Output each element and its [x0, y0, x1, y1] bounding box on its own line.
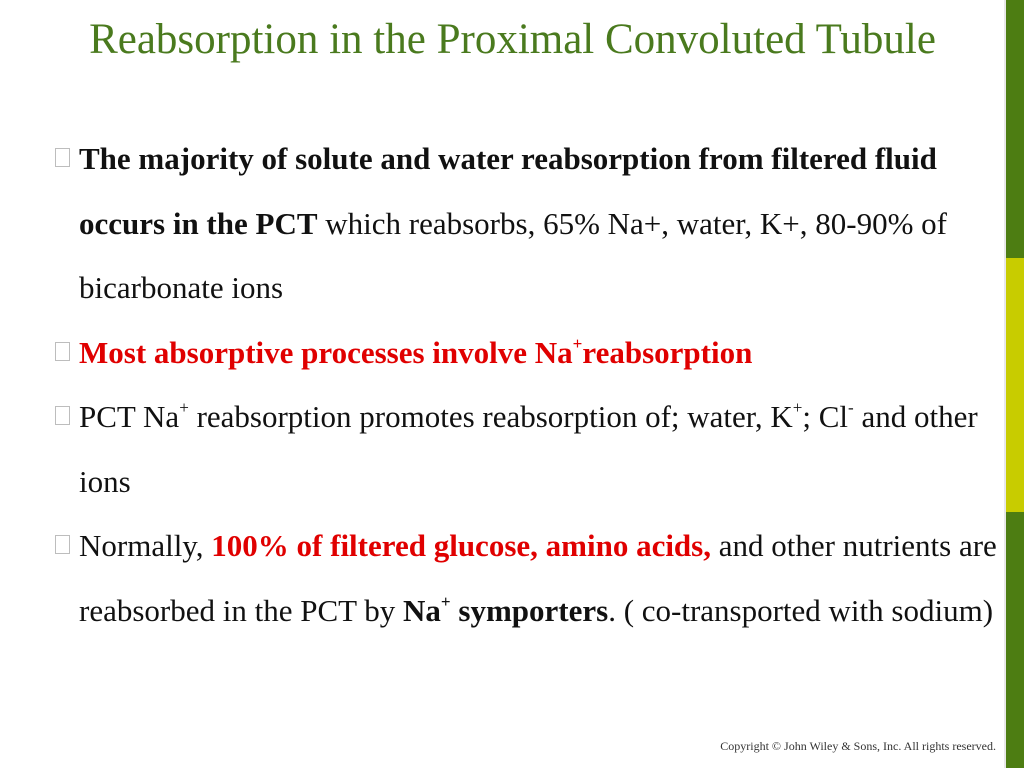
bullet-2-text-a: Most absorptive processes involve Na: [79, 334, 573, 370]
bullet-marker-icon: [55, 535, 70, 554]
sidebar-bar-bottom: [1006, 512, 1024, 768]
bullet-marker-icon: [55, 342, 70, 361]
bullet-3-superscript-a: +: [179, 398, 189, 418]
bullet-4-bold-a: Na: [403, 592, 441, 628]
bullet-3-text-a: PCT Na: [79, 399, 180, 434]
sidebar-bar-top: [1006, 0, 1024, 258]
bullet-4-red-text: 100% of filtered glucose, amino acids,: [211, 528, 711, 563]
bullet-list: [52, 127, 997, 643]
sidebar-bar-middle: [1006, 258, 1024, 512]
decorative-sidebar: [1006, 0, 1024, 768]
bullet-4-bold-b: symporters: [450, 592, 609, 628]
bullet-1-text: which reabsorbs, 65% Na+, water, K+, 80-90% of bicarbonate ions: [79, 205, 947, 305]
slide-title: Reabsorption in the Proximal Convoluted Tubule: [89, 16, 936, 63]
bullet-marker-icon: [55, 148, 70, 167]
bullet-3-text-b: reabsorption promotes reabsorption of; water, K: [188, 399, 793, 434]
bullet-2-red-text: [79, 335, 752, 370]
copyright-notice: Copyright © John Wiley & Sons, Inc. All rights reserved.: [720, 739, 996, 753]
bullet-3-superscript-c: -: [848, 398, 854, 418]
bullet-4-superscript: +: [440, 591, 451, 611]
bullet-4-text-c: . ( co-transported with sodium): [608, 592, 994, 628]
bullet-3-text-c: ; Cl: [802, 399, 849, 434]
bullet-item-2: [52, 321, 997, 386]
bullet-3-superscript-b: +: [792, 398, 803, 418]
bullet-2-superscript: +: [572, 333, 583, 353]
bullet-item-3: [52, 385, 997, 514]
bullet-4-text-a: Normally,: [79, 528, 212, 563]
bullet-marker-icon: [55, 406, 70, 425]
bullet-1-bold-text: The majority of solute and water reabsorption from filtered fluid occurs in the PCT: [79, 141, 937, 241]
bullet-item-1: [52, 127, 997, 321]
bullet-4-text-b: and other nutrients are reabsorbed in the PCT by: [79, 528, 997, 628]
bullet-4-bold-text: [403, 593, 608, 628]
bullet-2-text-b: reabsorption: [582, 334, 753, 370]
bullet-item-4: [52, 514, 997, 643]
bullet-3-text-d: and other ions: [79, 399, 978, 499]
